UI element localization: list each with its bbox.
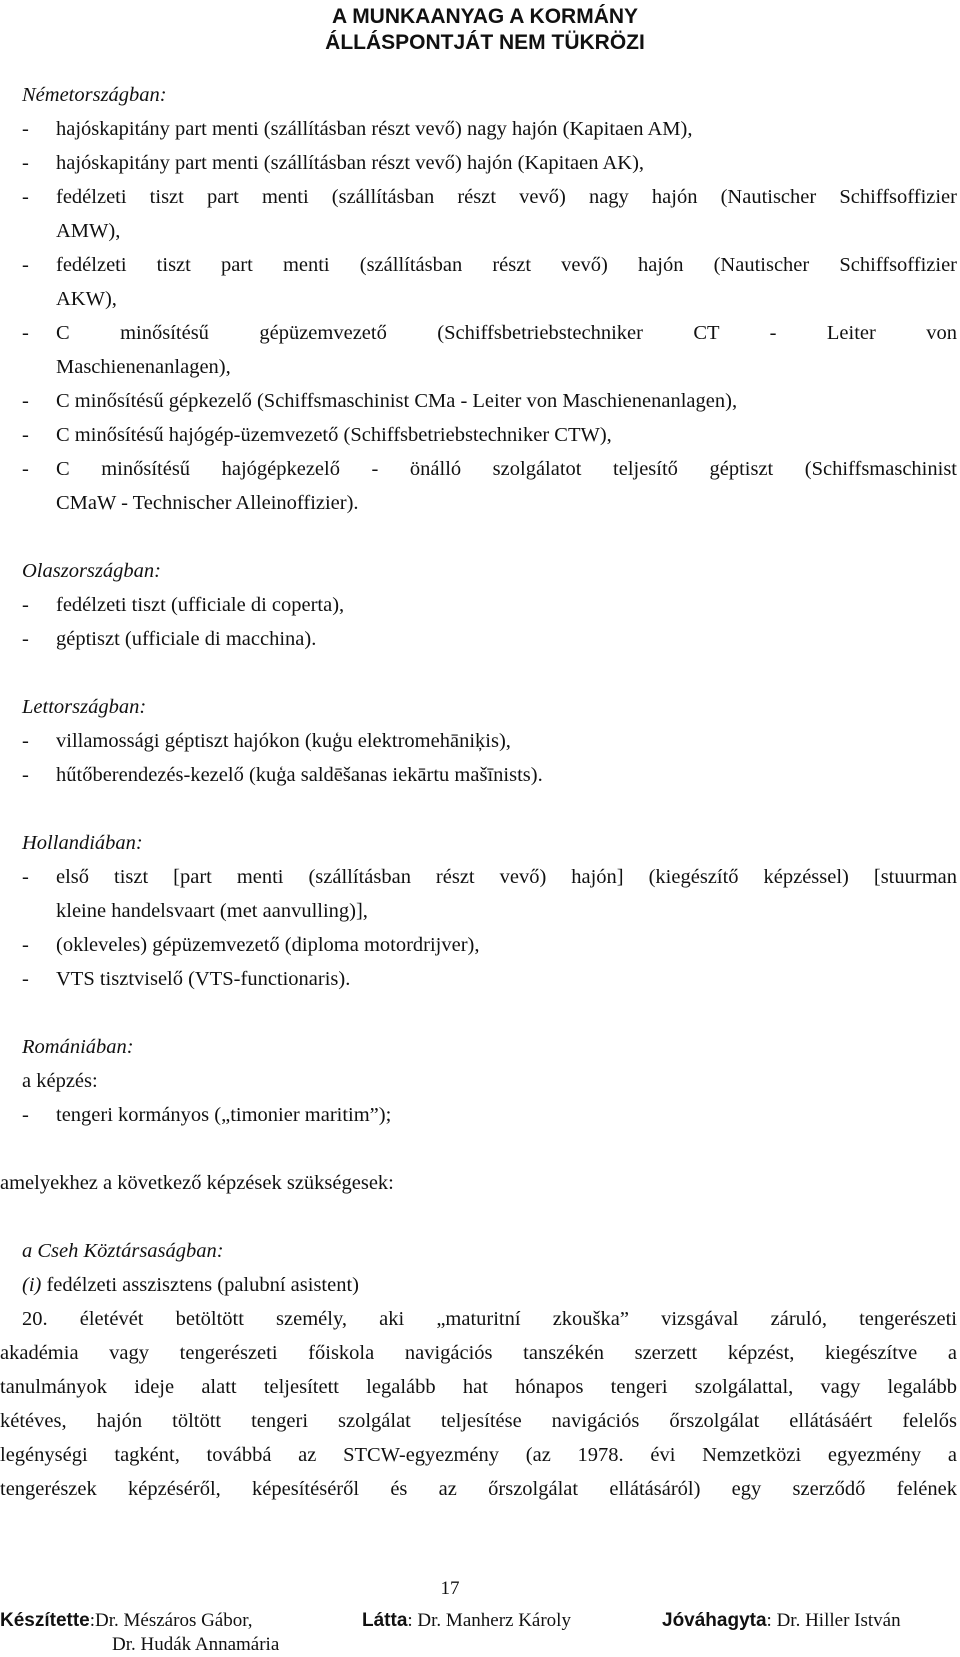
section-heading-italy: Olaszországban: [22,560,161,582]
section-heading-czech: a Cseh Köztársaságban: [22,1240,224,1262]
list-item: - (okleveles) gépüzemvezető (diploma motordrijver), [22,934,480,956]
paragraph-line: tengerészek képzéséről, képesítéséről és az őrszolgálat ellátásáról) egy szerződő felének [0,1478,957,1500]
prepared-by-2: Dr. Hudák Annamária [112,1634,280,1655]
list-item: - villamossági géptiszt hajókon (kuģu elektromehāniķis), [22,730,511,752]
list-item-continuation: kleine handelsvaart (met aanvulling)], [56,900,368,922]
czech-paragraph [0,1302,957,1506]
section-heading-romania: Romániában: [22,1036,134,1058]
list-item: - C minősítésű gépkezelő (Schiffsmaschinist CMa - Leiter von Maschienenanlagen), [22,390,738,412]
approved-label: Jóváhagyta [662,1610,767,1631]
watermark-header [285,4,685,56]
seen-label: Látta [362,1610,408,1631]
list-item: - C minősítésű gépüzemvezető (Schiffsbetriebstechniker CT - Leiter von [22,322,957,344]
item-label: (i) [22,1274,42,1296]
list-item: - VTS tisztviselő (VTS-functionaris). [22,968,351,990]
prepared-label: Készítette [0,1610,90,1631]
list-item: - fedélzeti tiszt part menti (szállításban részt vevő) hajón (Nautischer Schiffsoffizier [22,254,957,276]
list-item-continuation: AKW), [56,288,117,310]
approved-by: : Dr. Hiller István [766,1610,901,1631]
list-item: - fedélzeti tiszt (ufficiale di coperta), [22,594,345,616]
list-item: - géptiszt (ufficiale di macchina). [22,628,317,650]
seen-by: : Dr. Manherz Károly [407,1610,571,1631]
header-line-2: ÁLLÁSPONTJÁT NEM TÜKRÖZI [325,31,645,54]
header-line-1: A MUNKAANYAG A KORMÁNY [331,5,639,28]
intro-line: amelyekhez a következő képzések szükségesek: [0,1172,394,1194]
list-item: - C minősítésű hajógép-üzemvezető (Schiffsbetriebstechniker CTW), [22,424,612,446]
item-text: fedélzeti asszisztens (palubní asistent) [46,1274,359,1296]
czech-item [22,1268,957,1302]
list-item: - tengeri kormányos („timonier maritim”); [22,1104,392,1126]
section-subheading: a képzés: [22,1070,98,1092]
footer-prepared [0,1609,279,1657]
paragraph-line: 20. életévét betöltött személy, aki „maturitní zkouška” vizsgával záruló, tengerészeti [22,1308,957,1330]
section-heading-germany: Németországban: [22,84,167,106]
list-item: - hajóskapitány part menti (szállításban részt vevő) hajón (Kapitaen AK), [22,152,645,174]
paragraph-line: tanulmányok ideje alatt teljesített legalább hat hónapos tengeri szolgálattal, vagy legalább [0,1376,957,1398]
footer [0,1609,960,1657]
list-item: - első tiszt [part menti (szállításban részt vevő) hajón] (kiegészítő képzéssel) [stuurman [22,866,957,888]
paragraph-line: legénységi tagként, továbbá az STCW-egyezmény (az 1978. évi Nemzetközi egyezmény a [0,1444,957,1466]
document-body [0,78,957,1506]
list-item-continuation: CMaW - Technischer Alleinoffizier). [56,492,359,514]
section-heading-netherlands: Hollandiában: [22,832,143,854]
footer-seen [362,1609,571,1633]
list-item-continuation: AMW), [56,220,121,242]
footer-approved [662,1609,901,1633]
prepared-by: :Dr. Mészáros Gábor, [89,1610,253,1631]
paragraph-line: kétéves, hajón töltött tengeri szolgálat teljesítése navigációs őrszolgálat ellátásáért felelős [0,1410,957,1432]
section-heading-latvia: Lettországban: [22,696,147,718]
list-item: - C minősítésű hajógépkezelő - önálló szolgálatot teljesítő géptiszt (Schiffsmaschinist [22,458,957,480]
page-number: 17 [440,1578,460,1599]
list-item-continuation: Maschienenanlagen), [56,356,231,378]
list-item: - hűtőberendezés-kezelő (kuģa saldēšanas iekārtu mašīnists). [22,764,543,786]
list-item: - hajóskapitány part menti (szállításban részt vevő) nagy hajón (Kapitaen AM), [22,118,693,140]
paragraph-line: akadémia vagy tengerészeti főiskola navigációs tanszékén szerzett képzést, kiegészítve a [0,1342,957,1364]
list-item: - fedélzeti tiszt part menti (szállításban részt vevő) nagy hajón (Nautischer Schiffsoffizier [22,186,957,208]
